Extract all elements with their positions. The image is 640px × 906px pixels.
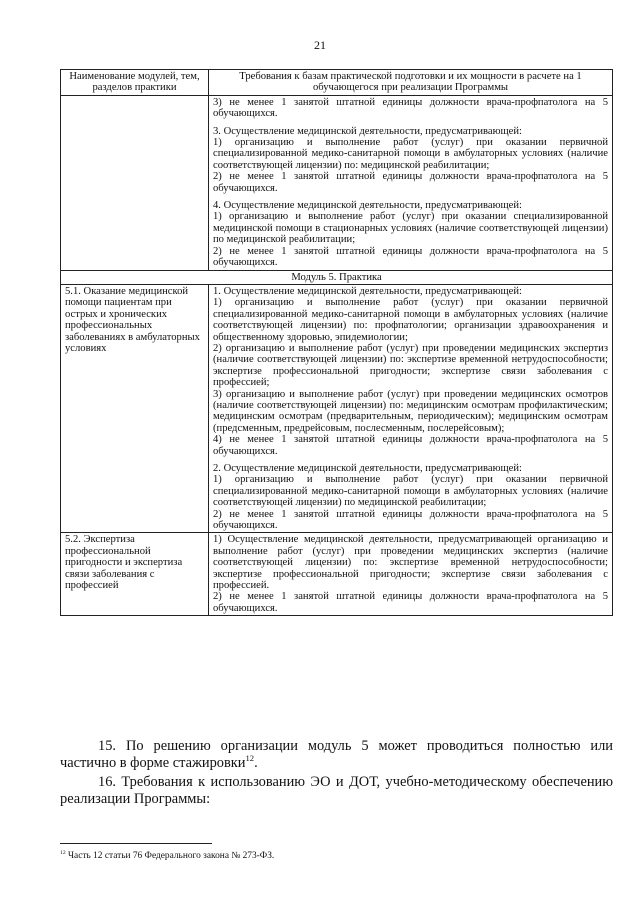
requirement-paragraph: 1) организацию и выполнение работ (услуг) при оказании первичной специализированной медико-санитарной помощи в амбулаторных условиях (наличие соответствующей лицензии) по: медицинской реабилитации; [213, 137, 608, 171]
table-header-row [61, 70, 613, 96]
requirement-paragraph: 1. Осуществление медицинской деятельности, предусматривающей: [213, 285, 522, 297]
requirement-paragraph: 4. Осуществление медицинской деятельности, предусматривающей: [213, 200, 522, 212]
requirement-paragraph: 3. Осуществление медицинской деятельности, предусматривающей: [213, 125, 522, 137]
requirements-table [60, 69, 613, 616]
paragraph-16-text: 16. Требования к использованию ЭО и ДОТ, учебно-методическому обеспечению реализации Программы: [60, 774, 613, 807]
paragraph-16 [60, 774, 613, 808]
row-left-cell [61, 95, 209, 270]
requirement-paragraph: 3) организацию и выполнение работ (услуг) при проведении медицинских осмотров (наличие соответствующей лицензии) по: медицинским осмотрам профилактическим; медицинским осмотрам (предварительным, периодическим); медицинским осмотрам (предсменным, предрейсовым, послесменным, послерейсовым); [213, 388, 608, 434]
requirement-paragraph: 1) организацию и выполнение работ (услуг) при оказании специализированной медицинской помощи в стационарных условиях (наличие соответствующей лицензии) по медицинской реабилитации; [213, 211, 608, 246]
paragraph-15-text: 15. По решению организации модуль 5 может проводиться полностью или частично в форме стажировки [60, 738, 613, 771]
requirement-paragraph: 4) не менее 1 занятой штатной единицы должности врача-профпатолога на 5 обучающихся. [213, 434, 608, 457]
requirement-paragraph: 1) Осуществление медицинской деятельности, предусматривающей организацию и выполнение работ (услуг) при проведении медицинских экспертиз (наличие соответствующей лицензии) по: экспертизе временной нетрудоспособности; экспертизе профессиональной пригодности; экспертизе связи заболевания с профессией. [213, 534, 608, 592]
requirement-paragraph: 2) не менее 1 занятой штатной единицы должности врача-профпатолога на 5 обучающихся. [213, 245, 608, 269]
footnote-divider [60, 843, 212, 844]
requirement-paragraph: 2) не менее 1 занятой штатной единицы должности врача-профпатолога на 5 обучающихся. [213, 171, 608, 194]
row-right-cell [209, 284, 613, 533]
paragraph-15-end: . [254, 755, 258, 771]
page-number: 21 [314, 38, 326, 52]
footnote-number: 12 [60, 849, 66, 856]
requirement-paragraph: 3) не менее 1 занятой штатной единицы должности врача-профпатолога на 5 обучающихся. [213, 96, 608, 120]
requirement-paragraph: 1) организацию и выполнение работ (услуг) при оказании первичной специализированной медико-санитарной помощи в амбулаторных условиях (наличие соответствующей лицензии) по медицинской реабилитации; [213, 474, 608, 509]
table-row [61, 533, 613, 616]
requirement-paragraph: 1) организацию и выполнение работ (услуг) при оказании первичной специализированной медико-санитарной помощи в амбулаторных условиях (наличие соответствующей лицензии) по: профпатологии; организации здравоохранения и общественному здоровью, эпидемиологии; [213, 297, 608, 343]
paragraph-15 [60, 738, 613, 772]
requirement-paragraph: 2) не менее 1 занятой штатной единицы должности врача-профпатолога на 5 обучающихся. [213, 591, 608, 614]
header-requirements: Требования к базам практической подготовки и их мощности в расчете на 1 обучающегося при реализации Программы [209, 70, 613, 96]
row-left-cell: 5.1. Оказание медицинской помощи пациентам при острых и хронических профессиональных заболеваниях в амбулаторных условиях [61, 284, 209, 533]
module-title: Модуль 5. Практика [61, 270, 613, 284]
row-right-cell [209, 533, 613, 616]
row-left-cell: 5.2. Экспертиза профессиональной пригодности и экспертиза связи заболевания с профессией [61, 533, 209, 616]
requirement-paragraph: 2. Осуществление медицинской деятельности, предусматривающей: [213, 463, 522, 474]
header-modules: Наименование модулей, тем, разделов практики [61, 70, 209, 96]
row-right-cell [209, 95, 613, 270]
footnote-text: Часть 12 статьи 76 Федерального закона № 273-ФЗ. [65, 851, 275, 861]
requirement-paragraph: 2) не менее 1 занятой штатной единицы должности врача-профпатолога на 5 обучающихся. [213, 508, 608, 532]
table-row [61, 284, 613, 533]
footnote-ref: 12 [245, 753, 255, 764]
requirement-paragraph: 2) организацию и выполнение работ (услуг) при проведении медицинских экспертиз (наличие соответствующей лицензии) по: экспертизе временной нетрудоспособности; экспертизе профессиональной пригодности; экспертизе связи заболевания с профессией; [213, 342, 608, 389]
module-title-row [61, 270, 613, 284]
table-row [61, 95, 613, 270]
footnote [60, 851, 274, 861]
